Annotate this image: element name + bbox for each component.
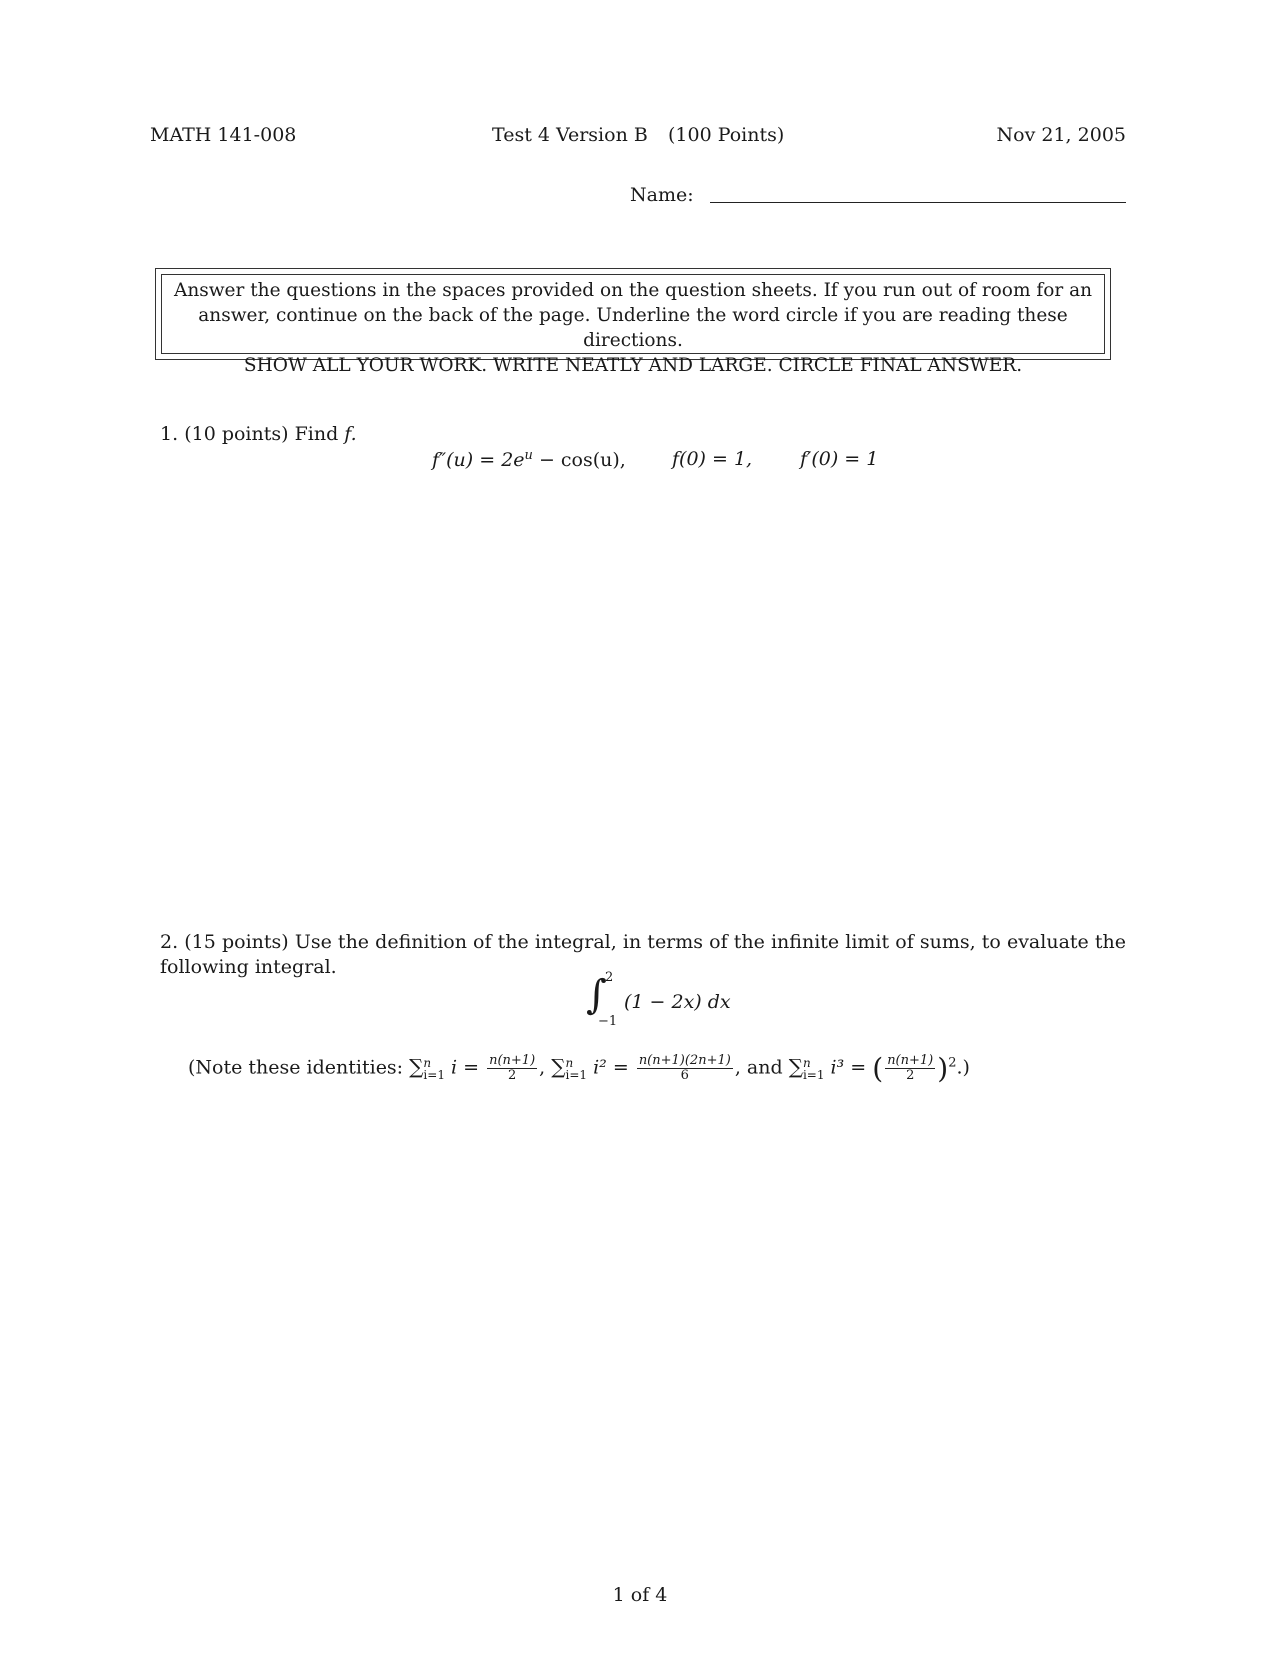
question-number: 2.	[160, 931, 179, 953]
square-exponent: 2	[948, 1055, 957, 1071]
sum-icon: ∑	[409, 1054, 424, 1079]
sum-icon: ∑	[551, 1054, 566, 1079]
integral-lower-limit: −1	[598, 1014, 618, 1029]
and-word: , and	[734, 1056, 783, 1079]
note-prefix: (Note these identities:	[188, 1056, 404, 1079]
identity-1-fraction: $\frac{n(n+1)}{2}$	[489, 1053, 536, 1083]
question-1-header	[160, 422, 357, 447]
question-2-header	[160, 930, 1126, 980]
question-points: (15 points)	[184, 931, 289, 953]
identity-2-lhs: i² =	[593, 1056, 629, 1079]
sum-icon: ∑	[788, 1054, 803, 1079]
integrand: (1 − 2x) dx	[624, 991, 731, 1013]
question-variable: f.	[344, 423, 357, 445]
note-suffix: .)	[956, 1056, 970, 1079]
integral-upper-limit: 2	[605, 970, 614, 985]
question-prompt: Find	[294, 423, 339, 445]
identity-1-lhs: i =	[451, 1056, 480, 1079]
identity-3-fraction: $\frac{n(n+1)}{2}$	[887, 1053, 934, 1083]
question-prompt: Use the definition of the integral, in terms of the infinite limit of sums, to evaluate the following integral.	[160, 931, 1127, 978]
directions-line-2: answer, continue on the back of the page. Underline the word circle if you are reading these directions.	[198, 305, 1068, 351]
q2-identities-note: (Note these identities: ∑ n i=1 i = $\frac{n(n+1)}{2}$ , ∑ n i=1 i² = $\frac{n(n+1)(2n+1)}{6}$ , and ∑ n i=1 i³ = ( $\frac{n(n+1)}{2}$ )$^2$.)	[188, 1052, 970, 1085]
sum-limits: n i=1	[423, 1055, 445, 1082]
directions-inner-frame	[161, 274, 1105, 376]
name-label: Name:	[630, 184, 694, 206]
sum-limits: n i=1	[565, 1055, 588, 1082]
identity-3-lhs: i³ =	[830, 1056, 867, 1079]
directions-line-3: SHOW ALL YOUR WORK. WRITE NEATLY AND LARGE. CIRCLE FINAL ANSWER.	[243, 355, 1023, 376]
course-code: MATH 141-008	[150, 124, 297, 146]
question-points: (10 points)	[184, 423, 289, 445]
test-title: Test 4 Version B	[492, 124, 648, 146]
directions-line-1: Answer the questions in the spaces provided on the question sheets. If you run out of room for an	[173, 280, 1093, 301]
identity-2-fraction: $\frac{n(n+1)(2n+1)}{6}$	[638, 1053, 731, 1083]
test-date: Nov 21, 2005	[996, 124, 1126, 146]
name-blank-line	[710, 202, 1126, 203]
directions-box	[155, 268, 1111, 376]
q2-integral	[580, 970, 740, 1036]
left-paren-icon: (	[872, 1052, 884, 1085]
integral-sign-icon: ∫	[586, 972, 607, 1018]
q1-equation-init-f: f(0) = 1,	[672, 448, 753, 470]
sum-limits: n i=1	[802, 1055, 825, 1082]
page-number: 1 of 4	[612, 1584, 668, 1606]
question-number: 1.	[160, 423, 179, 445]
q1-equation-ode: $f''(u) = 2e^u - \cos(u)$,	[432, 448, 626, 471]
right-paren-icon: )	[937, 1052, 949, 1085]
q1-equation-init-fprime: f′(0) = 1	[800, 448, 879, 470]
total-points: (100 Points)	[668, 124, 785, 146]
